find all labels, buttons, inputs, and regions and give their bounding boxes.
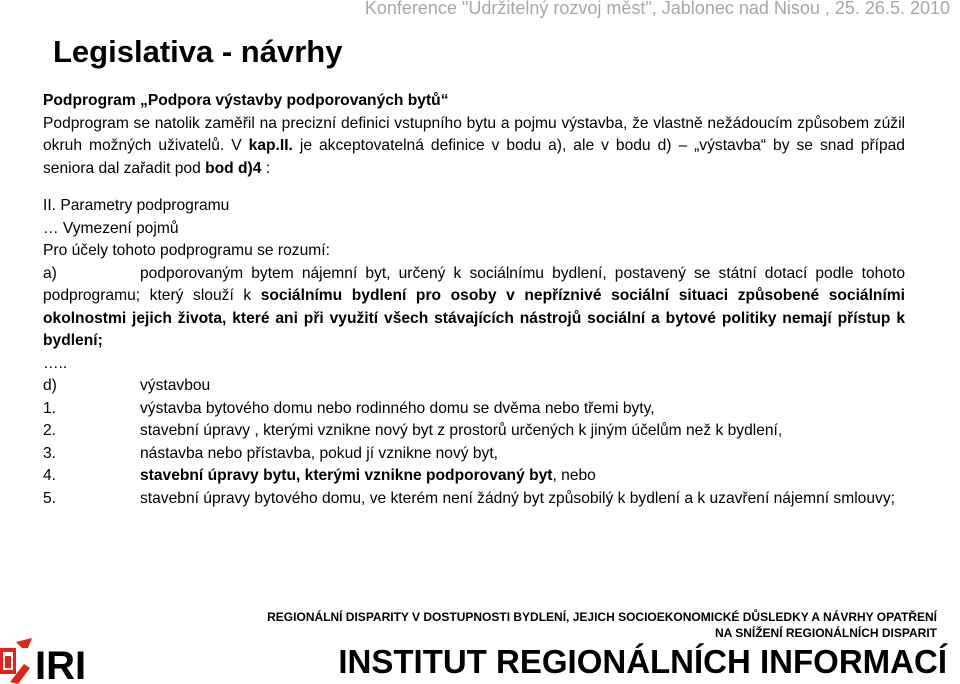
section-subheading: … Vymezení pojmů (43, 219, 179, 237)
list-item: 5. stavební úpravy bytového domu, ve kterém není žádný byt způsobilý k bydlení a k uzavření nájemní smlouvy; (43, 489, 895, 507)
section-intro: Pro účely tohoto podprogramu se rozumí: (43, 242, 330, 259)
ellipsis: ….. (43, 354, 68, 372)
section-heading: II. Parametry podprogramu (43, 197, 230, 214)
slide-title: Legislativa - návrhy (53, 34, 343, 69)
slide-body (43, 90, 905, 510)
iri-logo-text: IRI (35, 644, 87, 684)
list-item: 4. stavební úpravy bytu, kterými vznikne podporovaný byt, nebo (43, 467, 596, 484)
institute-name: INSTITUT REGIONÁLNÍCH INFORMACÍ (338, 643, 947, 680)
project-footer-line1: REGIONÁLNÍ DISPARITY V DOSTUPNOSTI BYDLENÍ, JEJICH SOCIOEKONOMICKÉ DŮSLEDKY A NÁVRHY OPATŘENÍ (267, 610, 937, 624)
definition-d: d) výstavbou (43, 377, 211, 394)
intro-heading: Podprogram „Podpora výstavby podporovaných bytů“ (43, 92, 449, 109)
project-footer-line2: NA SNÍŽENÍ REGIONÁLNÍCH DISPARIT (714, 626, 937, 640)
list-item: 1. výstavba bytového domu nebo rodinného domu se dvěma nebo třemi byty, (43, 399, 655, 417)
definition-a: a) podporovaným bytem nájemní byt, určený k sociálnímu bydlení, postavený se státní dotací podle tohoto podprogramu; který slouží k sociálnímu bydlení pro osoby v nepříznivé sociální situaci způsobené sociálními okolnostmi jejich života, které ani při využití všech stávajících nástrojů sociální a bytové politiky nemají přístup k bydlení; (43, 264, 905, 349)
conference-header: Konference "Udržitelný rozvoj měst", Jablonec nad Nisou , 25. 26.5. 2010 (364, 0, 950, 18)
project-footer (267, 609, 937, 641)
intro-paragraph: Podprogram se natolik zaměřil na precizní definici vstupního bytu a pojmu výstavba, že vlastně nežádoucím způsobem zúžil okruh možných uživatelů. V kap.II. je akceptovatelná definice v bodu a), ale v bodu d) – „výstavba“ by se snad případ seniora dal zařadit pod bod d)4 : (43, 114, 905, 177)
iri-logo (0, 638, 100, 684)
iri-logo-mark-icon (0, 638, 32, 684)
list-item: 2. stavební úpravy , kterými vznikne nový byt z prostorů určených k jiným účelům než k bydlení, (43, 422, 783, 439)
list-item: 3. nástavba nebo přístavba, pokud jí vznikne nový byt, (43, 444, 499, 462)
